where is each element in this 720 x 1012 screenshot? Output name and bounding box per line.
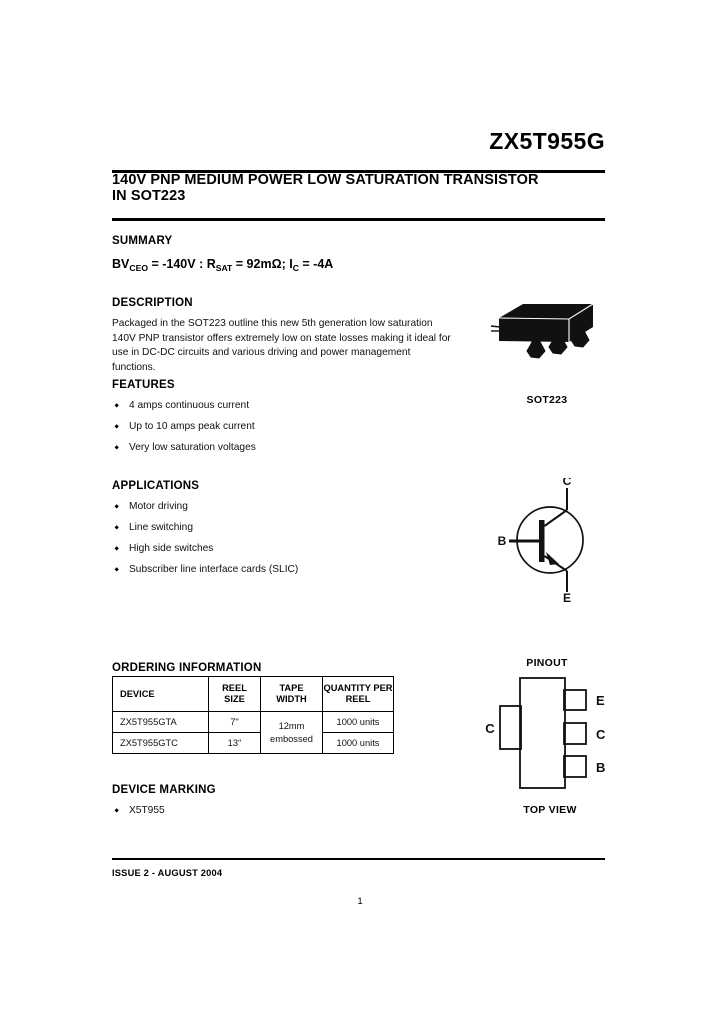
tape-width-line1: TAPE <box>279 683 304 693</box>
features-list <box>112 400 412 463</box>
transistor-symbol-drawing <box>495 478 605 603</box>
footer-rule <box>112 858 605 860</box>
sot223-caption: SOT223 <box>526 394 568 406</box>
device-marking-heading: DEVICE MARKING <box>112 784 216 796</box>
column-header-tape-width <box>261 677 323 712</box>
description-text: Packaged in the SOT223 outline this new 5th generation low saturation 140V PNP transistor offers extremely low on state losses making it ideal for use in DC-DC circuits and various driving and power management functions. <box>112 318 451 373</box>
ordering-heading: ORDERING INFORMATION <box>112 662 262 674</box>
bvceo-subscript: CEO <box>129 263 148 273</box>
cell-reel-size: 13" <box>209 733 261 754</box>
ordering-table <box>112 676 394 754</box>
list-item: 4 amps continuous current <box>112 400 412 411</box>
list-item: X5T955 <box>112 805 372 816</box>
bvceo-value: = -140V : R <box>148 257 216 271</box>
pnp-transistor-icon <box>495 478 605 603</box>
pinout-view-label: TOP VIEW <box>523 804 577 816</box>
column-header-device: DEVICE <box>113 677 209 712</box>
list-item: Subscriber line interface cards (SLIC) <box>112 564 412 575</box>
reel-size-line2: SIZE <box>224 694 245 704</box>
description-heading: DESCRIPTION <box>112 297 193 309</box>
features-heading: FEATURES <box>112 379 175 391</box>
cell-quantity: 1000 units <box>323 712 394 733</box>
ic-subscript: C <box>292 263 299 273</box>
ic-value: = -4A <box>298 257 334 271</box>
column-header-reel-size <box>209 677 261 712</box>
tape-width-line2: WIDTH <box>276 694 307 704</box>
summary-specs <box>112 257 333 273</box>
pinout-drawing <box>470 673 630 798</box>
symbol-label-emitter: E <box>562 591 572 603</box>
bvceo-label: BV <box>112 257 130 271</box>
page-number: 1 <box>357 896 363 907</box>
list-item: High side switches <box>112 543 412 554</box>
column-header-quantity <box>323 677 394 712</box>
sot223-package-drawing <box>487 296 607 366</box>
quantity-line1: QUANTITY PER <box>323 683 393 693</box>
symbol-label-collector: C <box>562 478 572 488</box>
symbol-label-base: B <box>497 534 507 548</box>
device-marking-list <box>112 805 372 826</box>
pinout-label-pin3: B <box>596 760 606 775</box>
list-item: Very low saturation voltages <box>112 442 412 453</box>
pinout-icon <box>470 673 630 798</box>
header-rule-bottom <box>112 218 605 221</box>
summary-heading: SUMMARY <box>112 235 173 247</box>
cell-device: ZX5T955GTC <box>113 733 209 754</box>
list-item: Up to 10 amps peak current <box>112 421 412 432</box>
part-number-title: ZX5T955G <box>489 128 605 154</box>
applications-heading: APPLICATIONS <box>112 480 200 492</box>
table-row <box>113 712 394 733</box>
quantity-line2: REEL <box>345 694 371 704</box>
pinout-label-tab: C <box>485 721 495 736</box>
reel-size-line1: REEL <box>222 683 247 693</box>
rsat-value: = 92mΩ; I <box>232 257 293 271</box>
cell-reel-size: 7" <box>209 712 261 733</box>
cell-tape-width: 12mm embossed <box>261 712 323 754</box>
pinout-label-pin2: C <box>596 727 606 742</box>
list-item: Line switching <box>112 522 412 533</box>
cell-device: ZX5T955GTA <box>113 712 209 733</box>
pinout-label-pin1: E <box>596 693 605 708</box>
issue-date: ISSUE 2 - AUGUST 2004 <box>112 868 223 878</box>
list-item: Motor driving <box>112 501 412 512</box>
rsat-subscript: SAT <box>215 263 233 273</box>
table-row <box>113 733 394 754</box>
page-title-line1: 140V PNP MEDIUM POWER LOW SATURATION TRANSISTOR <box>112 172 539 188</box>
applications-list <box>112 501 412 585</box>
table-header-row <box>113 677 394 712</box>
pinout-caption: PINOUT <box>526 657 568 669</box>
page-title <box>112 173 612 204</box>
sot223-package-icon <box>487 296 607 366</box>
cell-quantity: 1000 units <box>323 733 394 754</box>
page-title-line2: IN SOT223 <box>112 187 186 204</box>
